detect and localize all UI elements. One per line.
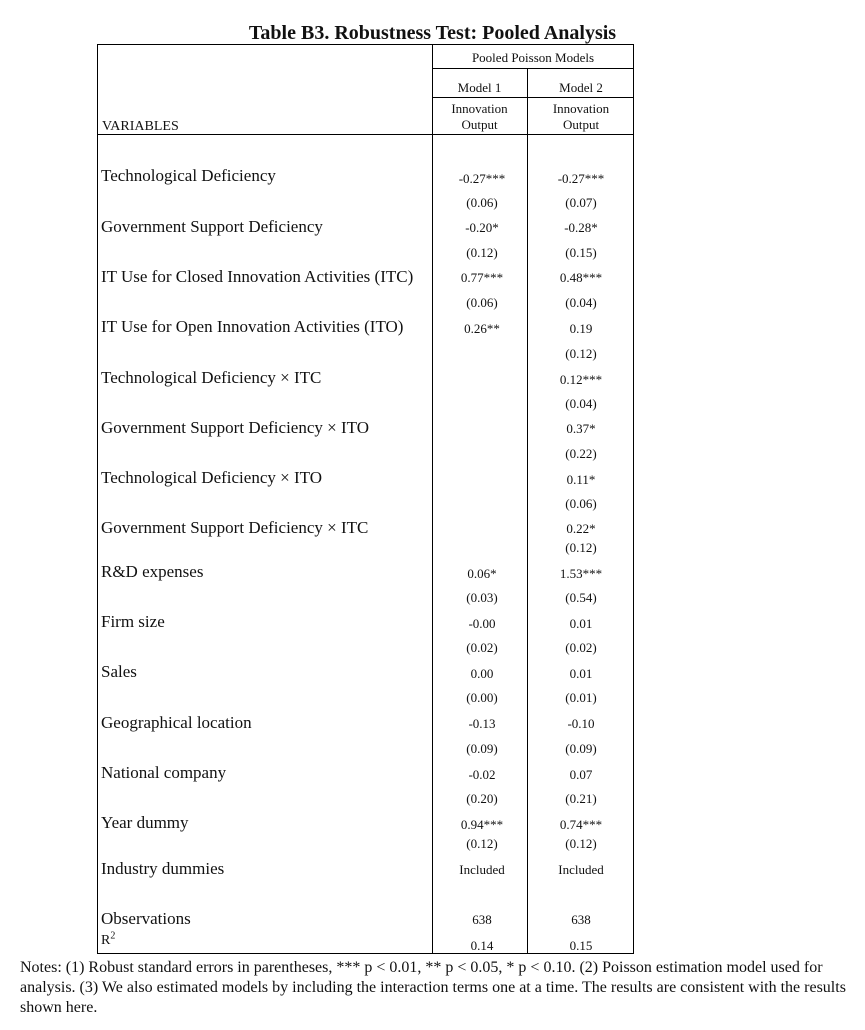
model-1-std-error: (0.02) bbox=[466, 640, 498, 655]
row-label: IT Use for Open Innovation Activities (ITO) bbox=[101, 317, 404, 336]
table-title: Table B3. Robustness Test: Pooled Analysis bbox=[248, 22, 617, 44]
model-2-std-error: (0.22) bbox=[565, 446, 597, 461]
model-1-r-squared: 0.14 bbox=[470, 938, 494, 953]
model-1-coefficient: -0.02 bbox=[468, 767, 496, 782]
row-label: Firm size bbox=[101, 612, 165, 631]
row-label: Geographical location bbox=[101, 713, 252, 732]
model-2-coefficient: 0.01 bbox=[569, 616, 593, 631]
model-1-coefficient: Included bbox=[459, 862, 505, 877]
row-label: Technological Deficiency × ITO bbox=[101, 468, 322, 487]
model-1-std-error: (0.12) bbox=[466, 836, 498, 851]
model-2-coefficient: 0.12*** bbox=[559, 372, 603, 387]
model-2-std-error: (0.02) bbox=[565, 640, 597, 655]
table-notes: Notes: (1) Robust standard errors in parentheses, *** p < 0.01, ** p < 0.05, * p < 0.10. (2) Poisson estimation model used for analysis. (3) We also estimated models by including the interaction terms one at a time. The results are consistent with the results shown here. bbox=[20, 959, 846, 1016]
model-2-std-error: (0.12) bbox=[565, 540, 597, 555]
model-1-coefficient: 0.77*** bbox=[460, 270, 504, 285]
model-2-std-error: (0.06) bbox=[565, 496, 597, 511]
r-squared-label: $R^2$ bbox=[101, 930, 116, 948]
model-1-std-error: (0.20) bbox=[466, 791, 498, 806]
model-1-observations: 638 bbox=[472, 912, 492, 927]
model-header-rule bbox=[432, 97, 634, 98]
model-1-std-error: (0.06) bbox=[466, 195, 498, 210]
row-label: Industry dummies bbox=[101, 859, 225, 878]
model-1-std-error: (0.12) bbox=[466, 245, 498, 260]
model-2-r-squared: 0.15 bbox=[569, 938, 593, 953]
model-2-std-error: (0.12) bbox=[565, 836, 597, 851]
model-2-std-error: (0.54) bbox=[565, 590, 597, 605]
model-1-std-error: (0.03) bbox=[466, 590, 498, 605]
model-1-coefficient: -0.20* bbox=[465, 220, 499, 235]
model-1-std-error: (0.00) bbox=[466, 690, 498, 705]
model-2-coefficient: 1.53*** bbox=[559, 566, 603, 581]
model-2-std-error: (0.12) bbox=[565, 346, 597, 361]
model-2-coefficient: -0.10 bbox=[567, 716, 595, 731]
model-1-coefficient: 0.06* bbox=[467, 566, 497, 581]
model-2-std-error: (0.09) bbox=[565, 741, 597, 756]
model-1-coefficient: -0.13 bbox=[468, 716, 496, 731]
model-1-coefficient: 0.94*** bbox=[460, 817, 504, 832]
model-1-coefficient: 0.26** bbox=[464, 321, 500, 336]
model-2-coefficient: 0.37* bbox=[566, 421, 596, 436]
model-2-coefficient: 0.01 bbox=[569, 666, 593, 681]
model-2-coefficient: 0.07 bbox=[569, 767, 593, 782]
row-label: Year dummy bbox=[101, 813, 189, 832]
row-label: IT Use for Closed Innovation Activities (ITC) bbox=[101, 267, 414, 286]
row-label: Government Support Deficiency bbox=[101, 217, 323, 236]
model-2-coefficient: -0.27*** bbox=[557, 171, 605, 186]
model-2-observations: 638 bbox=[571, 912, 591, 927]
model-1-dependent-variable: Innovation Output bbox=[451, 101, 508, 132]
group-header-rule bbox=[432, 68, 634, 69]
row-label: Technological Deficiency × ITC bbox=[101, 368, 322, 387]
row-label: Sales bbox=[101, 662, 137, 681]
observations-label: Observations bbox=[101, 909, 191, 928]
model-1-header: Model 1 bbox=[457, 80, 502, 95]
model-2-coefficient: -0.28* bbox=[564, 220, 598, 235]
model-1-coefficient: -0.27*** bbox=[458, 171, 506, 186]
model-2-coefficient: Included bbox=[558, 862, 604, 877]
model-1-coefficient: 0.00 bbox=[470, 666, 494, 681]
group-header: Pooled Poisson Models bbox=[471, 50, 595, 65]
variables-header: VARIABLES bbox=[102, 119, 179, 134]
model-2-std-error: (0.21) bbox=[565, 791, 597, 806]
model-2-dependent-variable: Innovation Output bbox=[552, 101, 610, 132]
row-label: Government Support Deficiency × ITO bbox=[101, 418, 369, 437]
model-2-std-error: (0.15) bbox=[565, 245, 597, 260]
model-2-std-error: (0.07) bbox=[565, 195, 597, 210]
row-label: Government Support Deficiency × ITC bbox=[101, 518, 369, 537]
model-1-coefficient: -0.00 bbox=[468, 616, 496, 631]
row-label: National company bbox=[101, 763, 227, 782]
model-2-coefficient: 0.22* bbox=[566, 521, 596, 536]
model-1-std-error: (0.09) bbox=[466, 741, 498, 756]
row-label: Technological Deficiency bbox=[101, 166, 276, 185]
model-2-coefficient: 0.11* bbox=[566, 472, 596, 487]
model-2-coefficient: 0.19 bbox=[569, 321, 593, 336]
model-2-coefficient: 0.48*** bbox=[559, 270, 603, 285]
model-2-std-error: (0.01) bbox=[565, 690, 597, 705]
model-2-std-error: (0.04) bbox=[565, 396, 597, 411]
model-2-header: Model 2 bbox=[559, 80, 603, 95]
row-label: R&D expenses bbox=[101, 562, 204, 581]
model-1-std-error: (0.06) bbox=[466, 295, 498, 310]
model-2-coefficient: 0.74*** bbox=[559, 817, 603, 832]
model-2-std-error: (0.04) bbox=[565, 295, 597, 310]
